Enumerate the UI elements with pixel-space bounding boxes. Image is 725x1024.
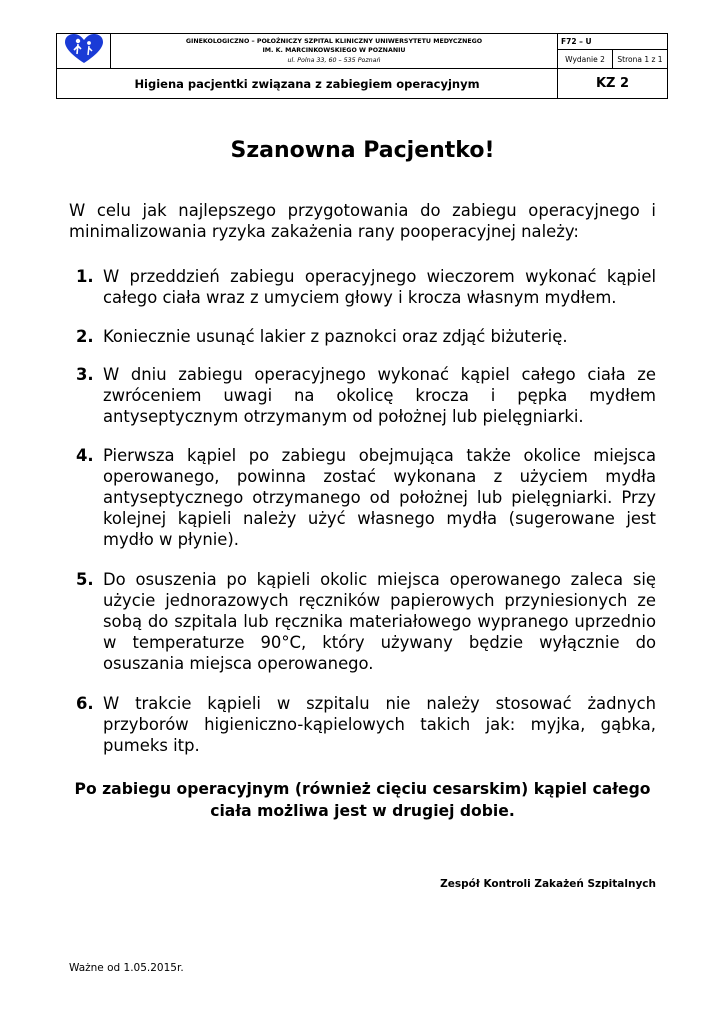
list-item: [69, 693, 656, 756]
page-number: Strona 1 z 1: [613, 50, 668, 69]
list-item: [69, 364, 656, 427]
item-text: Do osuszenia po kąpieli okolic miejsca operowanego zaleca się użycie jednorazowych ręczników papierowych przyniesionych ze sobą do szpitala lub ręcznika materiałowego wypranego uprzednio w temperaturze 90°C, który używany będzie wyłącznie do osuszania miejsca operowanego.: [103, 570, 656, 673]
list-item: [69, 326, 656, 347]
item-text: W trakcie kąpieli w szpitalu nie należy stosować żadnych przyborów higieniczno-kąpielowych takich jak: myjka, gąbka, pumeks itp.: [103, 694, 656, 755]
institution-name: GINEKOLOGICZNO – POŁOŻNICZY SZPITAL KLINICZNY UNIWERSYTETU MEDYCZNEGO: [185, 37, 483, 45]
institution-block: [111, 34, 558, 69]
item-number: 6.: [76, 694, 94, 713]
item-text: W przeddzień zabiegu operacyjnego wieczorem wykonać kąpiel całego ciała wraz z umyciem głowy i krocza własnym mydłem.: [103, 267, 656, 307]
item-text: Koniecznie usunąć lakier z paznokci oraz zdjąć biżuterię.: [103, 327, 568, 346]
valid-from: Ważne od 1.05.2015r.: [69, 962, 184, 974]
intro-paragraph: W celu jak najlepszego przygotowania do zabiegu operacyjnego i minimalizowania ryzyka zakażenia rany pooperacyjnej należy:: [69, 201, 656, 241]
institution-patron: IM. K. MARCINKOWSKIEGO W POZNANIU: [262, 47, 406, 55]
list-item: [69, 445, 656, 550]
closing-note: Po zabiegu operacyjnym (również cięciu cesarskim) kąpiel całego ciała możliwa jest w drugiej dobie.: [74, 780, 651, 820]
form-code: F72 – U: [558, 34, 668, 50]
hospital-logo: [57, 34, 111, 69]
greeting-heading: Szanowna Pacjentko!: [230, 138, 495, 163]
item-number: 5.: [76, 570, 94, 589]
document-header: [56, 33, 668, 99]
list-item: [69, 266, 656, 308]
item-text: Pierwsza kąpiel po zabiegu obejmująca także okolice miejsca operowanego, powinna zostać wykonana z użyciem mydła antyseptycznego otrzymanego od położnej lub pielęgniarki. Przy kolejnej kąpieli należy użyć własnego mydła (sugerowane jest mydło w płynie).: [103, 446, 656, 549]
doc-code: KZ 2: [558, 69, 668, 99]
item-number: 1.: [76, 267, 94, 286]
institution-address: ul. Polna 33, 60 – 535 Poznań: [287, 56, 381, 64]
item-number: 2.: [76, 327, 94, 346]
heart-logo-icon: [64, 34, 104, 64]
list-item: [69, 569, 656, 674]
item-number: 3.: [76, 365, 94, 384]
document-title: Higiena pacjentki związana z zabiegiem operacyjnym: [57, 69, 558, 99]
edition: Wydanie 2: [558, 50, 613, 69]
item-text: W dniu zabiegu operacyjnego wykonać kąpiel całego ciała ze zwróceniem uwagi na okolicę krocza i pępka mydłem antyseptycznym otrzymanym od położnej lub pielęgniarki.: [103, 365, 656, 426]
signature: Zespół Kontroli Zakażeń Szpitalnych: [440, 878, 656, 890]
item-number: 4.: [76, 446, 94, 465]
